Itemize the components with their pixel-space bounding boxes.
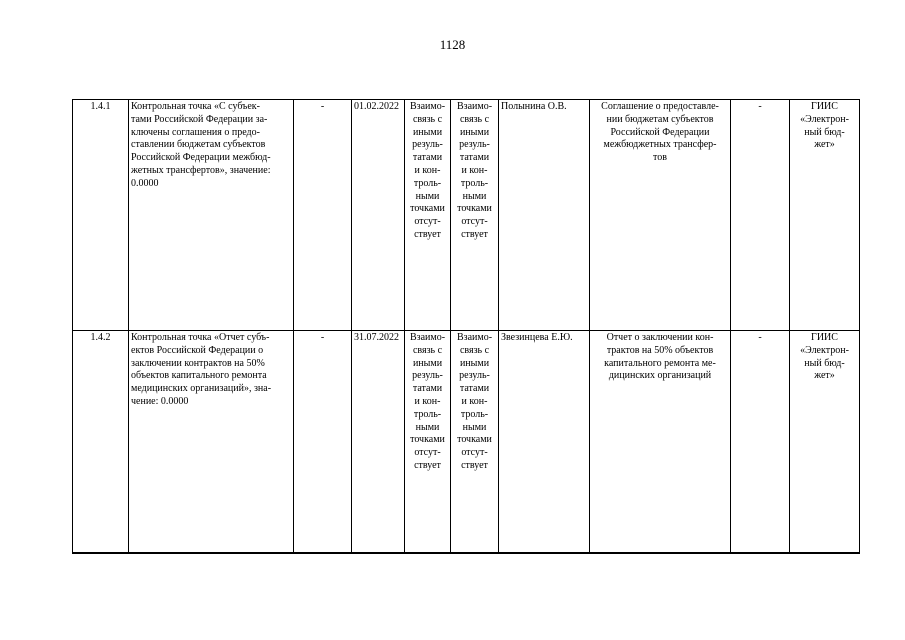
level-cell: - [731,331,790,553]
control-points-table [72,99,860,554]
document-cell: Соглашение о предоставле- нии бюджетам субъектов Российской Федерации межбюджетных трансфер- тов [590,100,731,331]
row-number-cell: 1.4.1 [73,100,129,331]
responsible-cell: Полынина О.В. [499,100,590,331]
successors-cell: Взаимо- связь с иными резуль- татами и кон- троль- ными точками отсут- ствует [451,100,499,331]
responsible-cell: Звезинцева Е.Ю. [499,331,590,553]
predecessors-cell: Взаимо- связь с иными резуль- татами и кон- троль- ными точками отсут- ствует [405,331,451,553]
table-row [73,331,860,553]
end-date-cell: 31.07.2022 [352,331,405,553]
info-system-cell: ГИИС «Электрон- ный бюд- жет» [790,100,860,331]
control-point-name-cell: Контрольная точка «С субъек- тами Российской Федерации за- ключены соглашения о предо- ставлении бюджетам субъектов Российской Федерации межбюд- жетных трансфертов», значение: 0.0000 [129,100,294,331]
start-date-cell: - [294,100,352,331]
info-system-cell: ГИИС «Электрон- ный бюд- жет» [790,331,860,553]
level-cell: - [731,100,790,331]
control-point-name-cell: Контрольная точка «Отчет субъ- ектов Российской Федерации о заключении контрактов на 50% объектов капитального ремонта медицинских организаций», зна- чение: 0.0000 [129,331,294,553]
table-row [73,100,860,331]
start-date-cell: - [294,331,352,553]
end-date-cell: 01.02.2022 [352,100,405,331]
page-number: 1128 [439,37,466,52]
successors-cell: Взаимо- связь с иными резуль- татами и кон- троль- ными точками отсут- ствует [451,331,499,553]
document-cell: Отчет о заключении кон- трактов на 50% объектов капитального ремонта ме- дицинских организаций [590,331,731,553]
row-number-cell: 1.4.2 [73,331,129,553]
predecessors-cell: Взаимо- связь с иными резуль- татами и кон- троль- ными точками отсут- ствует [405,100,451,331]
